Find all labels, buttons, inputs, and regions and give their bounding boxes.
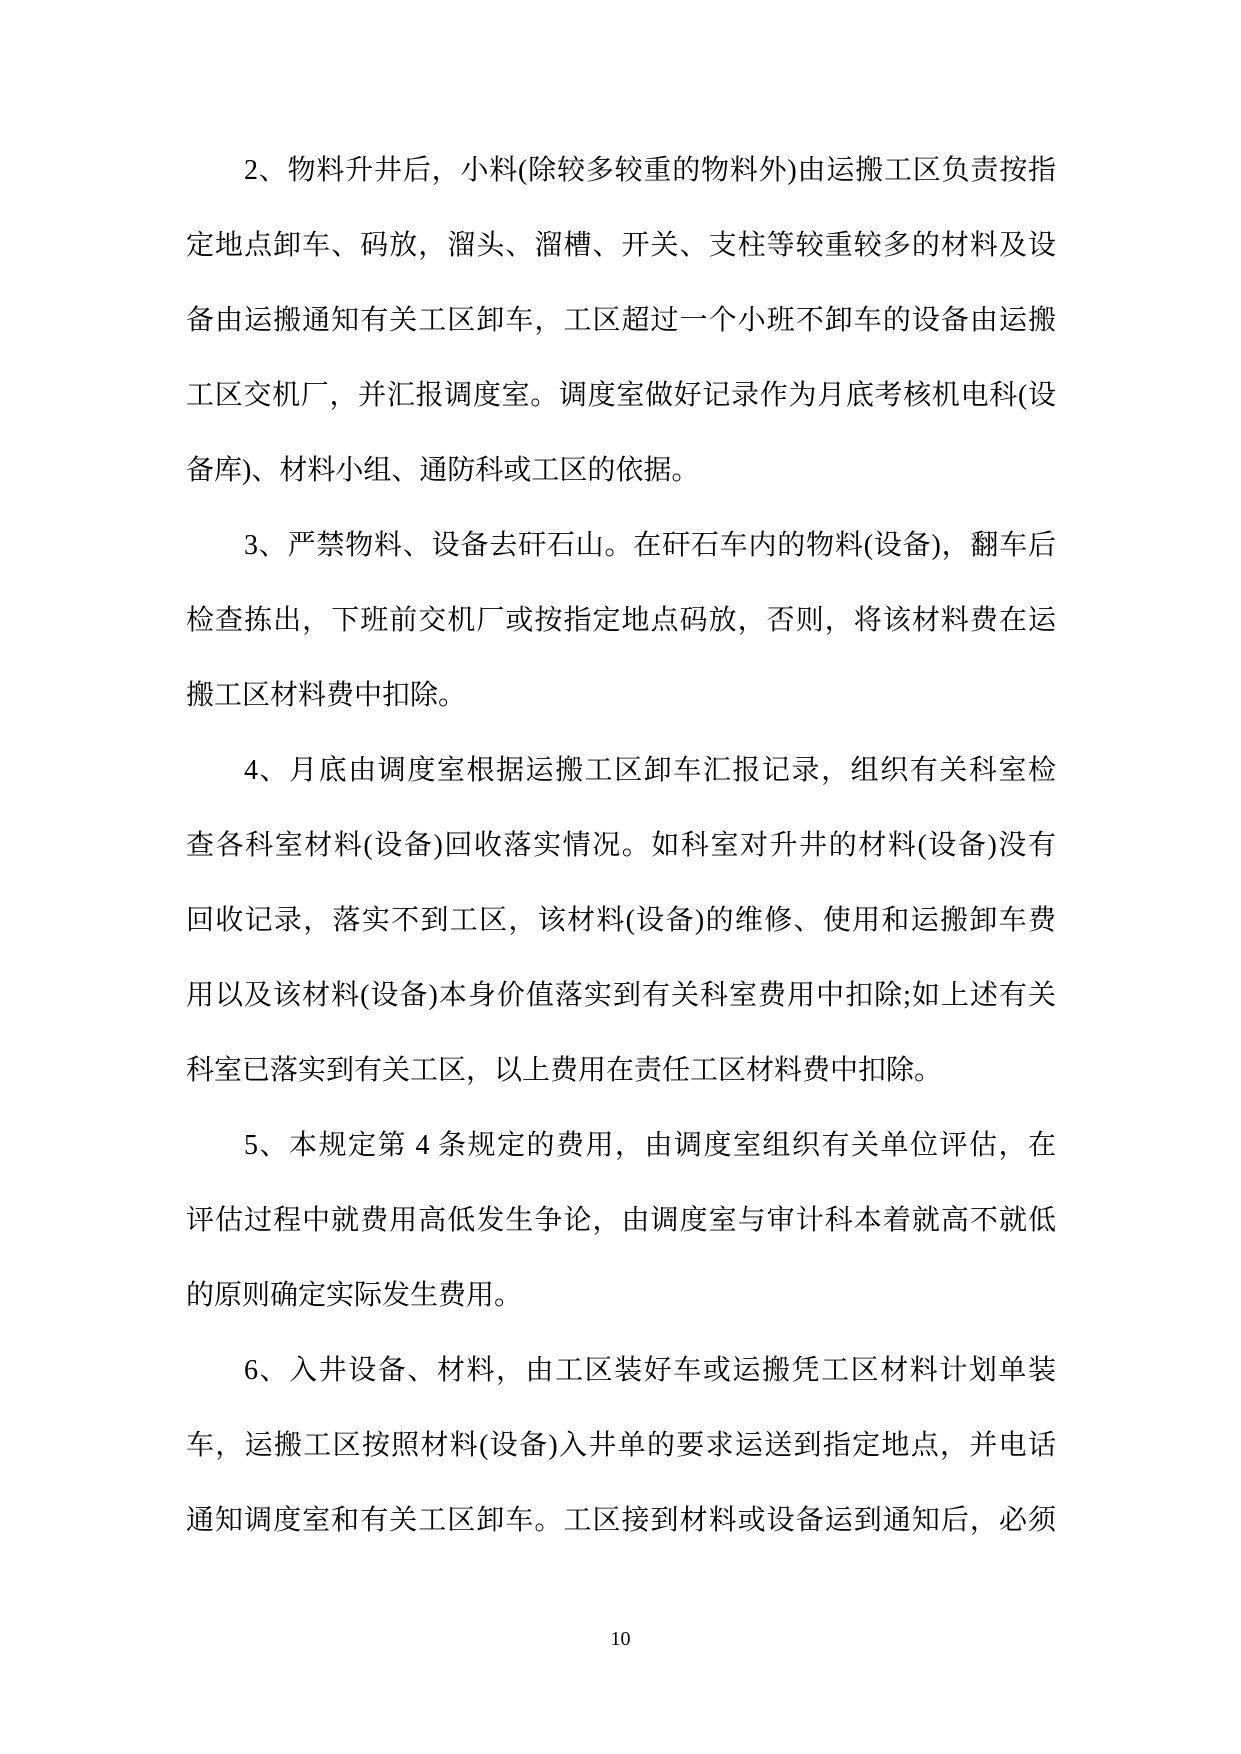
text-line: 备库)、材料小组、通防科或工区的依据。	[186, 455, 700, 486]
text-line: 定地点卸车、码放，溜头、溜槽、开关、支柱等较重较多的材料及设	[186, 230, 1056, 261]
text-line: 检查拣出，下班前交机厂或按指定地点码放，否则，将该材料费在运	[186, 605, 1056, 636]
text-line: 用以及该材料(设备)本身价值落实到有关科室费用中扣除;如上述有关	[186, 980, 1056, 1011]
paragraph-2	[186, 133, 1056, 508]
text-line: 回收记录，落实不到工区，该材料(设备)的维修、使用和运搬卸车费	[186, 905, 1056, 936]
paragraph-5	[186, 1108, 1056, 1333]
text-line: 车，运搬工区按照材料(设备)入井单的要求运送到指定地点，并电话	[186, 1430, 1056, 1461]
text-line: 科室已落实到有关工区，以上费用在责任工区材料费中扣除。	[186, 1055, 943, 1086]
text-line: 的原则确定实际发生费用。	[186, 1280, 523, 1311]
text-line: 通知调度室和有关工区卸车。工区接到材料或设备运到通知后，必须	[186, 1505, 1056, 1536]
text-line: 3、严禁物料、设备去矸石山。在矸石车内的物料(设备)，翻车后	[244, 530, 1056, 561]
paragraph-6	[186, 1333, 1056, 1558]
text-line: 查各科室材料(设备)回收落实情况。如科室对升井的材料(设备)没有	[186, 830, 1056, 861]
text-line: 搬工区材料费中扣除。	[186, 680, 467, 711]
text-line: 备由运搬通知有关工区卸车，工区超过一个小班不卸车的设备由运搬	[186, 305, 1056, 336]
paragraph-3	[186, 508, 1056, 733]
text-line: 评估过程中就费用高低发生争论，由调度室与审计科本着就高不就低	[186, 1205, 1056, 1236]
paragraph-4	[186, 733, 1056, 1108]
text-line: 6、入井设备、材料，由工区装好车或运搬凭工区材料计划单装	[244, 1355, 1056, 1386]
text-line: 5、本规定第 4 条规定的费用，由调度室组织有关单位评估，在	[244, 1130, 1056, 1161]
document-body	[186, 133, 1056, 1558]
text-line: 2、物料升井后，小料(除较多较重的物料外)由运搬工区负责按指	[244, 155, 1056, 186]
text-line: 工区交机厂，并汇报调度室。调度室做好记录作为月底考核机电科(设	[186, 380, 1056, 411]
text-line: 4、月底由调度室根据运搬工区卸车汇报记录，组织有关科室检	[244, 755, 1056, 786]
page-number: 10	[610, 1628, 631, 1650]
